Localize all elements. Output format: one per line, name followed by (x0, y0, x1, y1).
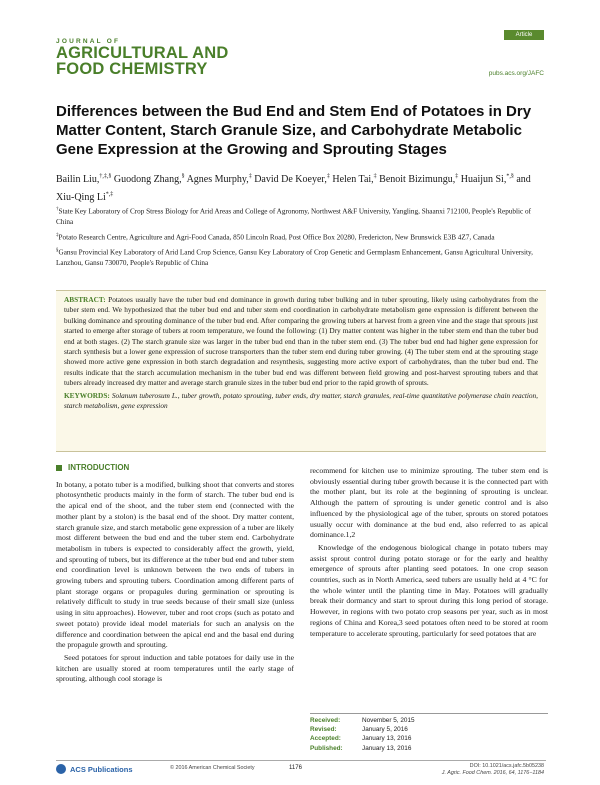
affiliation: §Gansu Provincial Key Laboratory of Arid Land Crop Science, Gansu Key Laboratory of Crop Genetic and Germplasm Enhancement, Gansu Agricultural University, Lanzhou, Gansu 730070, People's Republic of China (56, 248, 533, 267)
doi-citation (442, 763, 544, 777)
article-title: Differences between the Bud End and Stem End of Potatoes in Dry Matter Content, Starch Granule Size, and Carbohydrate Metabolic Gene Expression at the Growing and Sprouting Stages (56, 103, 532, 158)
abstract-text: ABSTRACT: Potatoes usually have the tuber bud end dominance in growth during tuber bulking and in tuber sprouting, likely using carbohydrates from the tuber stem end. We hypothesized that the tuber bud end and tuber stem end coordination in carbohydrate metabolism gene expression is different between the bulking dominance and sprouting dominance of the tuber bud end. After comparing the growing tubers at harvest from a green vine and the stage that sprouts just started to emerge after storage of tubers at room temperature, we found the following: (1) Dry matter content was higher in the tuber stem end than the tuber bud end at both stages. (2) The starch granule size was larger in the tuber bud end than in the tuber stem end. (3) The tuber bud end had higher gene expression for starch synthesis but a lower gene expression of sucrose transporters than the tuber stem end during tuber growing. (4) The tuber stem end at the sprouting stage showed more active gene expression in both starch degradation and resynthesis, suggesting more active export of carbohydrates, than the tuber bud end. The results indicate that the starch accumulation mechanism in the tuber bud end was different between field growing and post-harvest sprouting tubers and that tubers already increased dry matter and average starch granule sizes in the tuber bud end prior to the rapid growth of sprouts. (64, 295, 538, 388)
author[interactable]: Bailin Liu,†,‡,§ (56, 174, 112, 186)
author[interactable]: David De Koeyer,‡ (254, 174, 330, 186)
abstract-heading: ABSTRACT: (64, 295, 106, 304)
date-revised: Revised: January 5, 2016 (310, 726, 408, 734)
journal-logo (56, 38, 286, 77)
journal-logo-line2: AGRICULTURAL AND (56, 44, 229, 62)
page-number: 1176 (289, 765, 302, 771)
journal-logo-line3: FOOD CHEMISTRY (56, 60, 208, 78)
footer-divider (56, 760, 546, 761)
paragraph: recommend for kitchen use to minimize sprouting. The tuber stem end is obviously essential during tuber growth because it is the connected part with the mother plant, but its role at the beginning of sprouting is unclear. Although the pattern of sprouting is under genetic control and is also influenced by the physiological age of the tuber, sprouts on stored potatoes usually occur with dominance at the bud end, also referred to as apical dominance.1,2 (310, 466, 548, 540)
journal-url-link[interactable]: pubs.acs.org/JAFC (488, 70, 544, 77)
author-list (56, 170, 546, 205)
author[interactable]: Benoit Bizimungu,‡ (379, 174, 459, 186)
date-accepted: Accepted: January 13, 2016 (310, 735, 412, 743)
affiliation: ‡Potato Research Centre, Agriculture and Agri-Food Canada, 850 Lincoln Road, Post Office Box 20280, Fredericton, New Brunswick E3B 4Z7, Canada (56, 232, 495, 242)
affiliation: †State Key Laboratory of Crop Stress Biology for Arid Areas and College of Agronomy, Northwest A&F University, Yangling, Shaanxi 712100, People's Republic of China (56, 207, 531, 226)
author[interactable]: Huaijun Si,*,§ (460, 174, 514, 186)
author[interactable]: and Xiu-Qing Li*,‡ (56, 174, 531, 203)
paragraph: Seed potatoes for sprout induction and table potatoes for daily use in the kitchen are usually stored at room temperatures until the early stage of sprouting, although cool storage is (56, 652, 294, 684)
journal-logo-line1: JOURNAL OF (56, 38, 121, 45)
body-column-left (56, 463, 294, 687)
author[interactable]: Helen Tai,‡ (332, 174, 377, 186)
paragraph: Knowledge of the endogenous biological change in potato tubers may assist sprout control during potato storage or for the early and healthy emergence of sprouts after planting seed potatoes. In one crop season countries, such as in North America, seed tubers are usually held at 4 °C for the whole winter until the planting time in May. Potatoes will gradually break their dormancy and start to sprout during this long period of storage. However, in regions with two potato crop seasons per year, such as in most regions of China and Korea,3 seed potatoes often need to be stored at room temperature to accelerate sprouting, particularly for seed potatoes that are (310, 542, 548, 638)
keywords: KEYWORDS: Solanum tuberosum L., tuber growth, potato sprouting, tuber ends, dry matter, starch granules, real-time quantitative polymerase chain reaction, starch metabolism, gene expression (64, 390, 539, 411)
section-heading-introduction: INTRODUCTION (56, 463, 294, 474)
body-column-right (310, 466, 548, 641)
doi-link[interactable]: DOI: 10.1021/acs.jafc.5b05238 (469, 763, 544, 769)
affiliation-list (56, 205, 546, 272)
citation: J. Agric. Food Chem. 2016, 64, 1176−1184 (441, 770, 544, 776)
abstract-box (56, 290, 546, 452)
article-type-badge: Article (504, 30, 544, 40)
author[interactable]: Guodong Zhang,§ (113, 174, 185, 186)
publication-dates (310, 713, 548, 753)
acs-logo-icon (56, 764, 66, 774)
copyright-notice: © 2016 American Chemical Society (170, 765, 255, 771)
author[interactable]: Agnes Murphy,‡ (186, 174, 252, 186)
keywords-heading: KEYWORDS: (64, 390, 110, 400)
date-received: Received: November 5, 2015 (310, 717, 415, 724)
section-square-icon (56, 465, 62, 471)
date-published: Published: January 13, 2016 (310, 744, 412, 752)
paragraph: In botany, a potato tuber is a modified, bulking shoot that converts and stores photosynthetic products mainly in the form of starch. The tuber bud end is the apical end of the shoot, and the tuber stem end (connected with the mother plant by a stolon) is the basal end of the shoot. Dry matter content, starch granule size, and starch metabolic gene expression of a tuber are likely most different between the bud end and the tuber stem end. Carbohydrate metabolism in tubers is expected to considerably affect the growth, yield, and sprouting of tubers, but its difference at the tuber bud end and tuber stem end coordination level is unknown between the two ends of tubers in growing tubers and sprouting tubers. Coordination among different parts of plant storage organs or propagules during germination or sprouting is relatively difficult to study in true seeds because of their small size (unless using in situ approaches). However, tuber and root crops (such as potato and sweet potato) provide ideal model materials for such an analysis on the difference and coordination between the apical end and the basal end during the propagule growth and sprouting. (56, 479, 295, 650)
acs-publications-logo[interactable]: ACS Publications (56, 764, 133, 774)
